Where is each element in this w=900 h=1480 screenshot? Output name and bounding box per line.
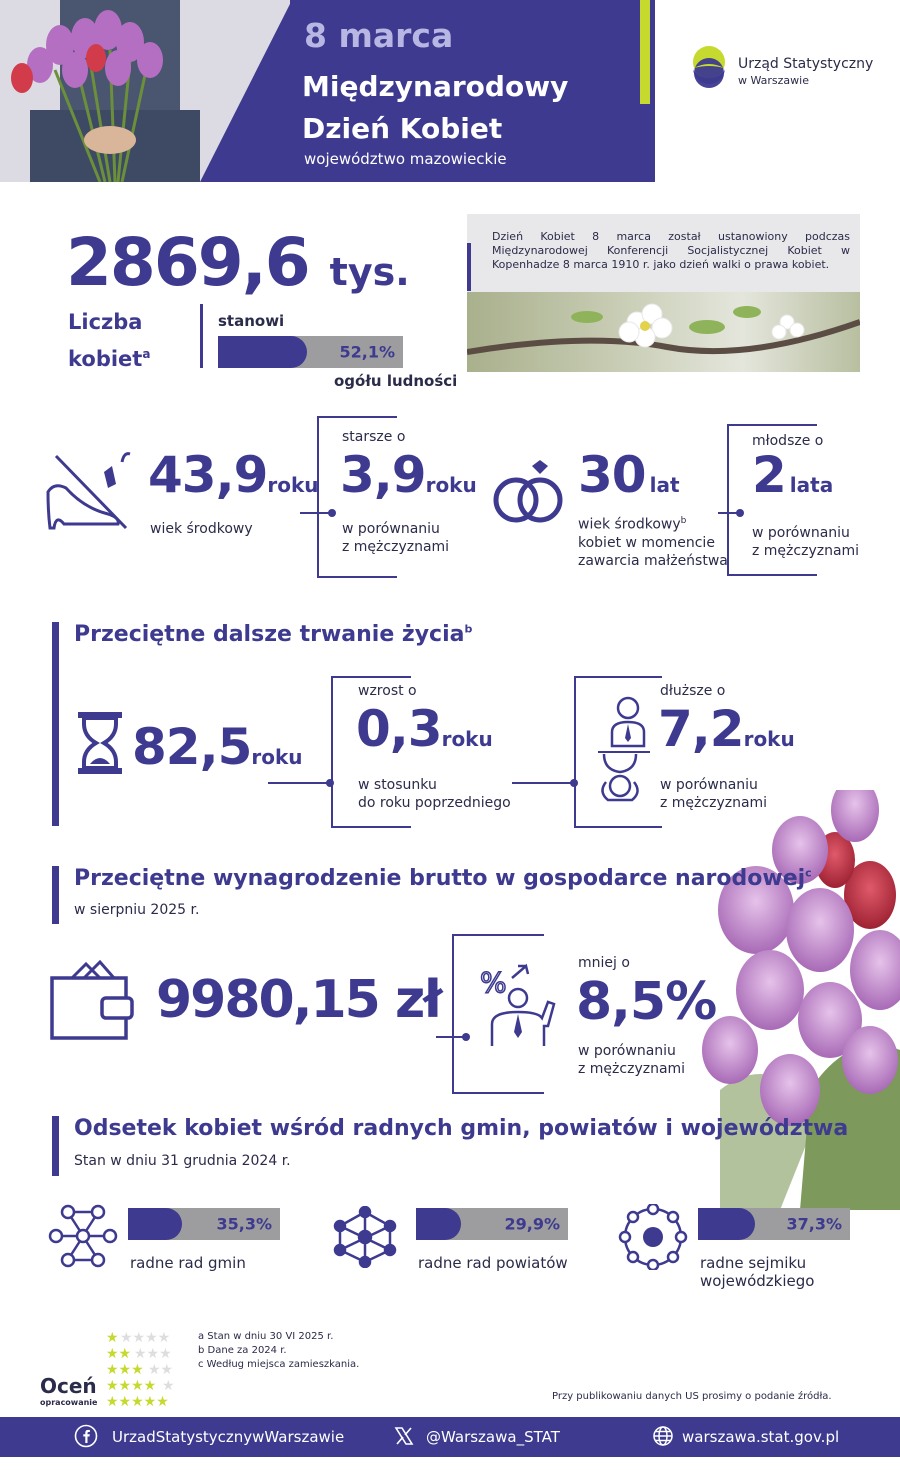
younger-connector — [718, 506, 748, 520]
younger-caption-line2: z mężczyznami — [752, 543, 860, 559]
salary-title — [74, 866, 812, 891]
svg-text:★: ★ — [106, 1330, 119, 1346]
header-title — [302, 66, 568, 150]
logo-line2: w Warszawie — [738, 74, 809, 87]
longer-caption-line2: z mężczyznami — [660, 795, 768, 811]
marriage-caption-sup: b — [680, 516, 687, 526]
council-powiat-value: 29,9% — [504, 1214, 560, 1234]
svg-text:★★★★★: ★★★★★ — [106, 1394, 169, 1408]
percent-man-icon — [478, 962, 558, 1048]
footnote-a: a Stan w dniu 30 VI 2025 r. — [198, 1331, 334, 1342]
older-value — [340, 446, 477, 504]
council-sejmik-value: 37,3% — [786, 1214, 842, 1234]
increase-caption — [358, 776, 511, 812]
longer-caption-line1: w porównaniu — [660, 777, 758, 793]
council-sejmik-label-line2: wojewódzkiego — [700, 1272, 815, 1290]
population-value — [66, 224, 410, 301]
high-heel-icon — [44, 452, 134, 532]
older-caption-line2: z mężczyznami — [342, 539, 450, 555]
marriage-age-value — [578, 446, 680, 504]
header-subtitle: województwo mazowieckie — [304, 150, 507, 168]
woman-man-icon — [594, 694, 654, 806]
median-age-value — [148, 446, 319, 504]
council-sejmik-bar — [698, 1208, 850, 1240]
council-gmin-label: radne rad gmin — [130, 1254, 246, 1272]
marriage-caption — [578, 512, 728, 570]
life-section-bar — [52, 622, 59, 826]
salary-section-bar — [52, 866, 59, 924]
population-number: 2869,6 — [66, 224, 309, 301]
council-sejmik-label — [700, 1254, 814, 1290]
population-label-sup: a — [142, 347, 151, 361]
council-sejmik-label-line1: radne sejmiku — [700, 1254, 807, 1272]
footer-web-link[interactable]: warszawa.stat.gov.pl — [682, 1428, 840, 1446]
younger-value — [752, 446, 833, 504]
source-note: Przy publikowaniu danych US prosimy o podanie źródła. — [552, 1391, 832, 1402]
council-gmin-bar — [128, 1208, 280, 1240]
median-age-label: wiek środkowy — [150, 521, 253, 537]
increase-head: wzrost o — [358, 683, 417, 699]
longer-head: dłuższe o — [660, 683, 726, 699]
council-gmin-fill — [128, 1208, 182, 1240]
svg-text:★★★★: ★★★★ — [106, 1378, 157, 1394]
footer-x-link[interactable]: @Warszawa_STAT — [426, 1428, 560, 1446]
councils-section-bar — [52, 1116, 59, 1176]
salary-less-head: mniej o — [578, 955, 630, 971]
footnotes — [198, 1330, 359, 1372]
blossom-photo — [467, 292, 860, 372]
salary-title-text: Przeciętne wynagrodzenie brutto w gospodarce narodowej — [74, 866, 806, 891]
salary-less-value: 8,5% — [576, 972, 717, 1032]
younger-unit: lata — [789, 473, 834, 497]
increase-value — [356, 700, 493, 758]
svg-text:%: % — [480, 966, 507, 999]
increase-caption-line2: do roku poprzedniego — [358, 795, 511, 811]
header-date: 8 marca — [304, 16, 454, 55]
marriage-age-number: 30 — [578, 446, 646, 504]
population-share-bar — [218, 336, 403, 368]
salary-title-sup: c — [805, 866, 812, 880]
salary-less-line2: z mężczyznami — [578, 1061, 686, 1077]
info-text: Dzień Kobiet 8 marca został ustanowiony podczas Międzynarodowej Konferencji Socjalistycznej Kobiet w Kopenhadze 8 marca 1910 r. jako dzień walki o prawa kobiet. — [492, 230, 850, 271]
circle-network-icon — [618, 1204, 688, 1270]
older-caption-line1: w porównaniu — [342, 521, 440, 537]
rate-title[interactable]: Oceń — [40, 1374, 97, 1398]
life-connector — [268, 776, 338, 790]
population-share-fill — [218, 336, 307, 368]
header-title-line1: Międzynarodowy — [302, 70, 569, 103]
header-title-line2: Dzień Kobiet — [302, 112, 503, 145]
councils-subtitle: Stan w dniu 31 grudnia 2024 r. — [74, 1153, 291, 1169]
life-unit: roku — [251, 745, 303, 769]
life-value — [132, 718, 303, 776]
logo-icon — [686, 44, 732, 90]
info-accent — [467, 243, 471, 291]
svg-text:★★★★: ★★★★ — [120, 1330, 171, 1346]
salary-less-caption — [578, 1042, 685, 1078]
marriage-caption-line3: zawarcia małżeństwa — [578, 552, 728, 569]
life-number: 82,5 — [132, 718, 252, 776]
population-share-caption: ogółu ludności — [334, 372, 458, 390]
svg-text:★★★: ★★★ — [106, 1362, 144, 1378]
footnote-c: c Według miejsca zamieszkania. — [198, 1359, 360, 1370]
longer-value — [658, 700, 795, 758]
longer-number: 7,2 — [658, 700, 744, 758]
older-connector — [300, 506, 340, 520]
younger-number: 2 — [752, 446, 786, 504]
marriage-caption-line2: kobiet w momencie — [578, 534, 715, 551]
older-unit: roku — [425, 473, 477, 497]
council-gmin-value: 35,3% — [216, 1214, 272, 1234]
globe-icon[interactable] — [652, 1425, 674, 1447]
marriage-caption-line1: wiek środkowy — [578, 516, 681, 533]
marriage-age-unit: lat — [649, 473, 680, 497]
population-unit: tys. — [329, 250, 410, 294]
population-label-line2: kobiet — [68, 347, 143, 371]
life-title — [74, 622, 472, 647]
rating-stars-icon[interactable] — [106, 1330, 186, 1408]
older-caption — [342, 520, 449, 556]
rate-subtitle: opracowanie — [40, 1398, 98, 1407]
logo-line1: Urząd Statystyczny — [738, 56, 874, 72]
longer-connector — [512, 776, 582, 790]
svg-text:★★: ★★ — [106, 1346, 132, 1362]
wallet-icon — [50, 960, 134, 1042]
life-title-text: Przeciętne dalsze trwanie życia — [74, 622, 465, 647]
rings-icon — [490, 460, 570, 526]
council-powiat-label: radne rad powiatów — [418, 1254, 568, 1272]
older-number: 3,9 — [340, 446, 426, 504]
life-title-sup: b — [464, 622, 473, 636]
council-powiat-fill — [416, 1208, 461, 1240]
longer-unit: roku — [743, 727, 795, 751]
header-band-diagonal — [200, 0, 292, 182]
svg-text:★★: ★★ — [148, 1362, 174, 1378]
council-sejmik-fill — [698, 1208, 755, 1240]
median-age-number: 43,9 — [148, 446, 268, 504]
population-label-line1: Liczba — [68, 310, 143, 334]
network-icon-powiat — [330, 1206, 400, 1268]
population-share-value: 52,1% — [339, 342, 395, 362]
accent-bar — [640, 0, 650, 104]
increase-number: 0,3 — [356, 700, 442, 758]
network-icon-gmin — [48, 1204, 118, 1268]
increase-caption-line1: w stosunku — [358, 777, 437, 793]
facebook-icon[interactable] — [74, 1424, 98, 1448]
council-powiat-bar — [416, 1208, 568, 1240]
salary-less-line1: w porównaniu — [578, 1043, 676, 1059]
increase-unit: roku — [441, 727, 493, 751]
salary-subtitle: w sierpniu 2025 r. — [74, 902, 200, 918]
svg-text:★★★: ★★★ — [134, 1346, 172, 1362]
older-head: starsze o — [342, 429, 406, 445]
svg-text:★: ★ — [162, 1378, 175, 1394]
population-label — [68, 306, 150, 375]
councils-title: Odsetek kobiet wśród radnych gmin, powiatów i województwa — [74, 1116, 849, 1141]
younger-caption-line1: w porównaniu — [752, 525, 850, 541]
salary-value: 9980,15 zł — [156, 970, 441, 1030]
population-divider — [200, 304, 203, 368]
footer-facebook-link[interactable]: UrzadStatystycznywWarszawie — [112, 1428, 345, 1446]
younger-caption — [752, 524, 859, 560]
footnote-b: b Dane za 2024 r. — [198, 1345, 287, 1356]
younger-head: młodsze o — [752, 433, 824, 449]
hourglass-icon — [78, 712, 122, 774]
median-age-unit: roku — [267, 473, 319, 497]
population-share-label: stanowi — [218, 312, 285, 330]
x-icon[interactable] — [394, 1426, 414, 1446]
